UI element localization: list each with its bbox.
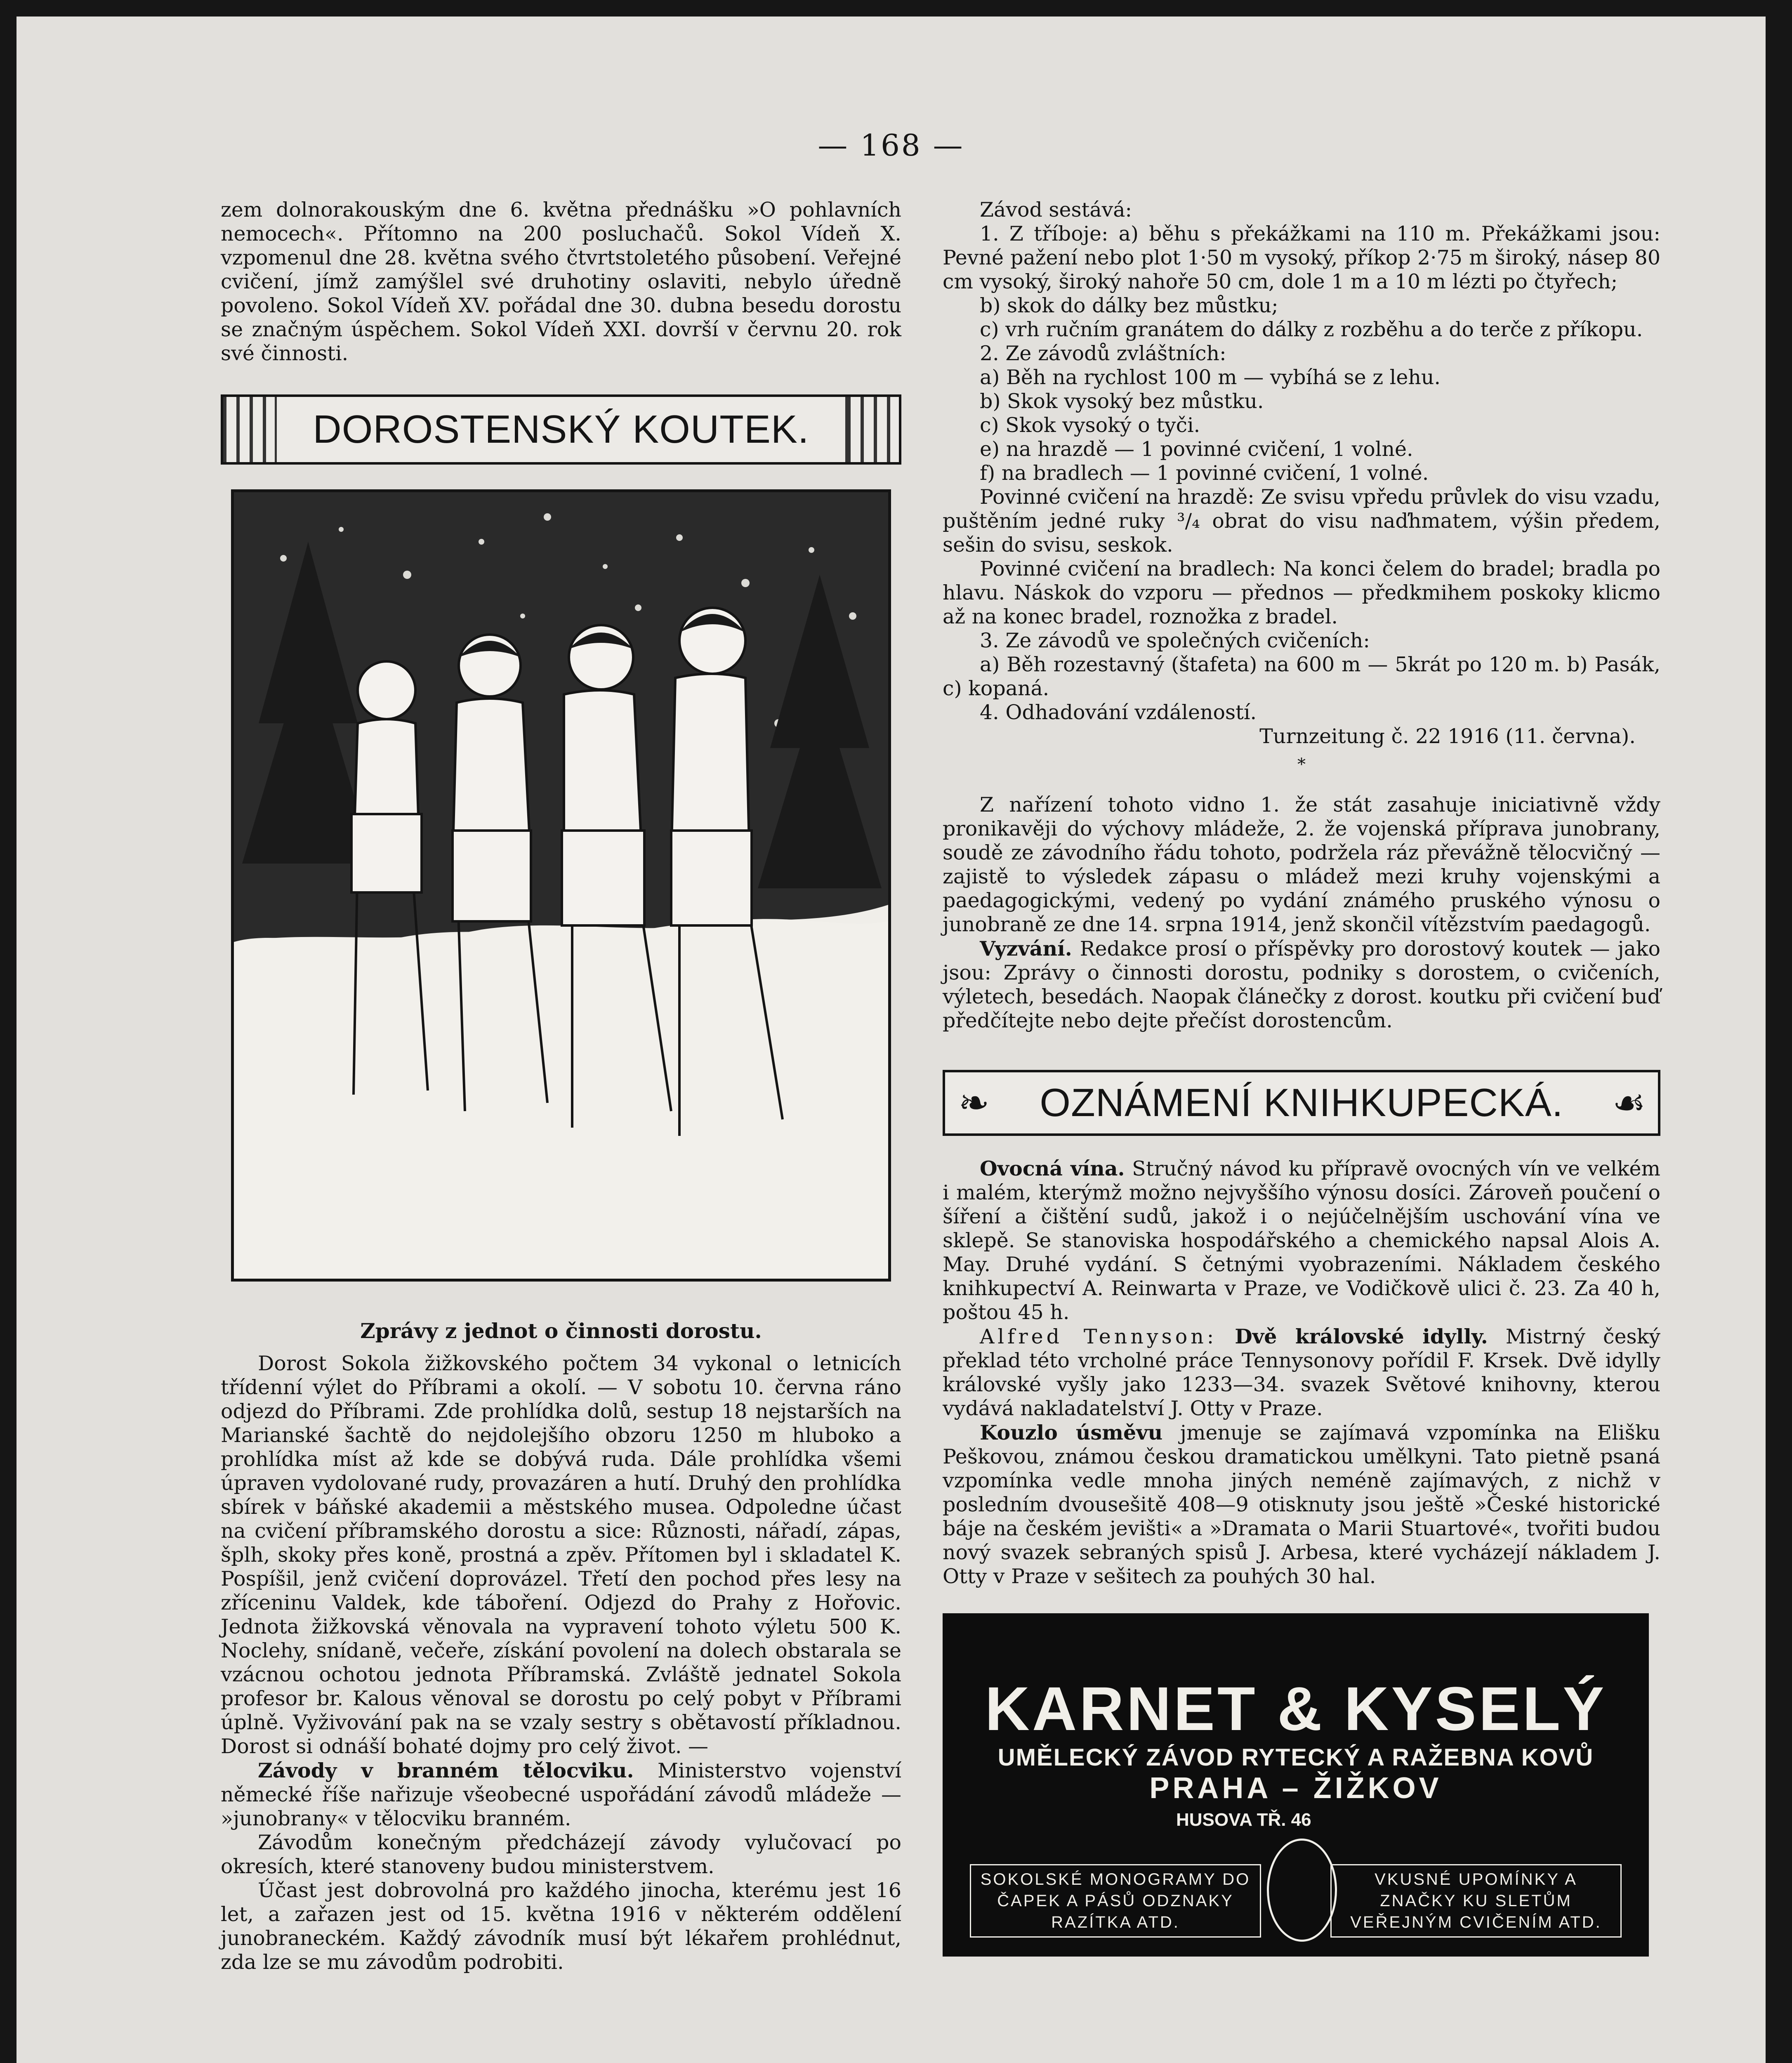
illustration-four-boys bbox=[231, 489, 891, 1282]
separator-star: * bbox=[1297, 755, 1306, 774]
ad-emblem-icon bbox=[1267, 1839, 1337, 1942]
books-heading-text: OZNÁMENÍ KNIHKUPECKÁ. bbox=[1040, 1081, 1563, 1125]
book-notice bbox=[943, 1157, 1660, 1324]
page-number: — 168 — bbox=[818, 128, 964, 163]
comment-paragraph: Z nařízení tohoto vidno 1. že stát zasahuje iniciativně vždy pronikavěji do výchovy mládeže, 2. že vojenská příprava junobrany, soudě ze závodního řádu tohoto, podržela ráz převážně tělocvičný — zajistě to výsledek zápasu o mládež mezi kruhy vojenskými a paedagogickými, vedený po vydání známého pruského výnosu o junobraně ze dne 14. srpna 1914, jenž skončil vítězstvím paedagogů. bbox=[943, 793, 1660, 936]
ad-line1: UMĚLECKÝ ZÁVOD RYTECKÝ A RAŽEBNA KOVŮ bbox=[997, 1744, 1594, 1771]
rules-line: a) Běh na rychlost 100 m — vybíhá se z lehu. bbox=[980, 366, 1441, 389]
zavody-paragraph bbox=[221, 1759, 901, 1831]
right-column bbox=[943, 198, 1660, 1957]
rules-line: 1. Z tříboje: a) běhu s překážkami na 110 m. Překážkami jsou: Pevné pažení nebo plot 1·50 m vysoký, příkop 2·75 m široký, násep 80 cm vysoký, široký nahoře 50 cm, dole 1 m a 10 m lézti po čtyřech; bbox=[943, 222, 1660, 293]
rules-line: f) na bradlech — 1 povinné cvičení, 1 volné. bbox=[980, 461, 1429, 485]
rules-line: 2. Ze závodů zvláštních: bbox=[980, 342, 1226, 365]
appeal-paragraph bbox=[943, 937, 1660, 1033]
ornament-right bbox=[845, 397, 899, 462]
ad-left-note: SOKOLSKÉ MONOGRAMY DO ČAPEK A PÁSŮ ODZNAKY RAZÍTKA ATD. bbox=[970, 1864, 1261, 1938]
news-heading: Zprávy z jednot o činnosti dorostu. bbox=[360, 1319, 762, 1343]
book-notice bbox=[943, 1324, 1660, 1421]
advertisement-karnet-kysely bbox=[943, 1613, 1649, 1957]
section-heading-dorost bbox=[221, 394, 901, 465]
ornament-left bbox=[223, 397, 277, 462]
ad-address: HUSOVA TŘ. 46 bbox=[1176, 1810, 1311, 1830]
section-heading-text: DOROSTENSKÝ KOUTEK. bbox=[313, 407, 809, 451]
left-column bbox=[221, 198, 901, 1974]
book2-text: Mistrný český překlad této vrcholné práce Tennysonovy pořídil F. Krsek. Dvě idylly královské vyšly jako 1233—34. svazek Světové knihovny, kterou vydává nakladatelství J. Otty v Praze. bbox=[943, 1325, 1660, 1420]
rules-line: e) na hrazdě — 1 povinné cvičení, 1 volné. bbox=[980, 437, 1413, 461]
rules-line: Povinné cvičení na hrazdě: Ze svisu vpředu průvlek do visu vzadu, puštěním jedné ruky ³/₄ obrat do visu naďhmatem, výšin předem, sešin do svisu, seskok. bbox=[943, 485, 1660, 557]
ad-company-name: KARNET & KYSELÝ bbox=[985, 1674, 1607, 1743]
rules-line: c) Skok vysoký o tyči. bbox=[980, 413, 1200, 437]
rules-line: a) Běh rozestavný (štafeta) na 600 m — 5krát po 120 m. b) Pasák, c) kopaná. bbox=[943, 653, 1660, 700]
zavody-title: Závody v branném tělocviku. bbox=[258, 1759, 634, 1782]
journal-page bbox=[17, 17, 1766, 2063]
appeal-title: Vyzvání. bbox=[980, 937, 1072, 961]
swirl-ornament-right-icon: ☙ bbox=[1612, 1081, 1646, 1125]
citation: Turnzeitung č. 22 1916 (11. června). bbox=[1259, 725, 1636, 748]
illustration-drawing bbox=[234, 492, 888, 1279]
book-notice bbox=[943, 1421, 1660, 1589]
section-heading-books bbox=[943, 1070, 1660, 1136]
rules-line: c) vrh ručním granátem do dálky z rozběhu a do terče z příkopu. bbox=[980, 318, 1643, 341]
news-paragraph: Dorost Sokola žižkovského počtem 34 vykonal o letnicích třídenní výlet do Příbrami a okolí. — V sobotu 10. června ráno odjezd do Příbrami. Zde prohlídka dolů, sestup 18 nejstarších na Marianské šachtě do nejdolejšího obzoru 1250 m hluboko a prohlídka míst až kde se dobývá ruda. Dále prohlídka všemi úpraven vydolované rudy, provazáren a hutí. Druhý den prohlídka sbírek v báňské akademii a městského musea. Odpoledne účast na cvičení příbramského dorostu a sice: Různosti, nářadí, zápas, šplh, skoky přes koně, prostná a zpěv. Přítomen byl i skladatel K. Pospíšil, jenž cvičení doprovázel. Třetí den pochod přes lesy na zříceninu Valdek, kde táboření. Odjezd do Prahy z Hořovic. Jednota žižkovská věnovala na vypravení tohoto výletu 500 K. Noclehy, snídaně, večeře, získání povolení na dolech obstarala se vzácnou ochotou jednota Příbramská. Zvláště jednatel Sokola profesor br. Kalous věnoval se dorostu po celý pobyt v Příbrami úplně. Vyživování pak na se vzaly sestry s obětavostí příkladnou. Dorost si odnáší bohaté dojmy pro celý život. — bbox=[221, 1352, 901, 1758]
ad-line2: PRAHA – ŽIŽKOV bbox=[1149, 1772, 1442, 1805]
book1-title: Ovocná vína. bbox=[980, 1157, 1125, 1180]
book3-title: Kouzlo úsměvu bbox=[980, 1421, 1163, 1445]
rules-line: 4. Odhadování vzdáleností. bbox=[980, 701, 1257, 724]
intro-paragraph: zem dolnorakouským dne 6. května přednášku »O pohlavních nemocech«. Přítomno na 200 posluchačů. Sokol Vídeň X. vzpomenul dne 28. května svého čtvrtstoletého působení. Veřejné cvičení, jímž zamýšlel své druhotiny oslaviti, nebylo úředně povoleno. Sokol Vídeň XV. pořádal dne 30. dubna besedu dorostu se značným úspěchem. Sokol Vídeň XXI. dovrší v červnu 20. rok své činnosti. bbox=[221, 198, 901, 365]
para-prelims: Závodům konečným předcházejí závody vylučovací po okresích, které stanoveny budou ministerstvem. bbox=[221, 1831, 901, 1878]
book2-title: Dvě královské idylly. bbox=[1235, 1324, 1488, 1348]
ad-right-note: VKUSNÉ UPOMÍNKY A ZNAČKY KU SLETŮM VEŘEJNÝM CVIČENÍM ATD. bbox=[1330, 1864, 1622, 1938]
rules-line: b) Skok vysoký bez můstku. bbox=[980, 389, 1264, 413]
book2-author: Alfred Tennyson: bbox=[980, 1325, 1217, 1348]
para-participation: Účast jest dobrovolná pro každého jinocha, kterému jest 16 let, a zařazen jest od 15. května 1916 v některém oddělení junobraneckém. Každý závodník musí být lékařem prohlédnut, zda lze se mu závodům podrobiti. bbox=[221, 1879, 901, 1974]
rules-line: Povinné cvičení na bradlech: Na konci čelem do bradel; bradla po hlavu. Náskok do vzporu — přednos — předkmihem poskoky klicmo až na konec bradel, roznožka z bradel. bbox=[943, 557, 1660, 628]
rules-line: Závod sestává: bbox=[980, 198, 1132, 222]
book3-text: jmenuje se zajímavá vzpomínka na Elišku Peškovou, známou českou dramatickou umělkyni. Tato pietně psaná vzpomínka vedle mnoha jiných neméně zajímavých, z nichž v posledním dvousešitě 408—9 otisknuty jsou ještě »České historické báje na českém jevišti« a »Dramata o Marii Stuartové«, tvořiti budou nový svazek sebraných spisů J. Arbesa, které vycházejí nákladem J. Otty v Praze v sešitech za pouhých 30 hal. bbox=[943, 1421, 1660, 1588]
swirl-ornament-left-icon: ❧ bbox=[958, 1081, 990, 1125]
appeal-text: Redakce prosí o příspěvky pro dorostový koutek — jako jsou: Zprávy o činnosti dorostu, podniky s dorostem, o cvičeních, výletech, besedách. Naopak článečky z dorost. koutku při cvičení buď předčítejte nebo dejte přečíst dorostencům. bbox=[943, 937, 1660, 1032]
book1-text: Stručný návod ku přípravě ovocných vín ve velkém i malém, kterýmž možno nejvyššího výnosu dosíci. Zároveň poučení o šíření a čištění sudů, jakož i o nejúčelnějším uschování vína ve sklepě. Se stanoviska hospodářského a chemického napsal Alois A. May. Druhé vydání. S četnými vyobrazeními. Nákladem českého knihkupectví A. Reinwarta v Praze, ve Vodičkově ulici č. 23. Za 40 h, poštou 45 h. bbox=[943, 1157, 1660, 1324]
ad-banner bbox=[970, 1674, 1622, 1805]
rules-line: b) skok do dálky bez můstku; bbox=[980, 294, 1278, 317]
rules-line: 3. Ze závodů ve společných cvičeních: bbox=[980, 629, 1370, 652]
zavody-text: Ministerstvo vojenství německé říše nařizuje všeobecné uspořádání závodů mládeže — »junobrany« v tělocviku branném. bbox=[221, 1759, 901, 1830]
